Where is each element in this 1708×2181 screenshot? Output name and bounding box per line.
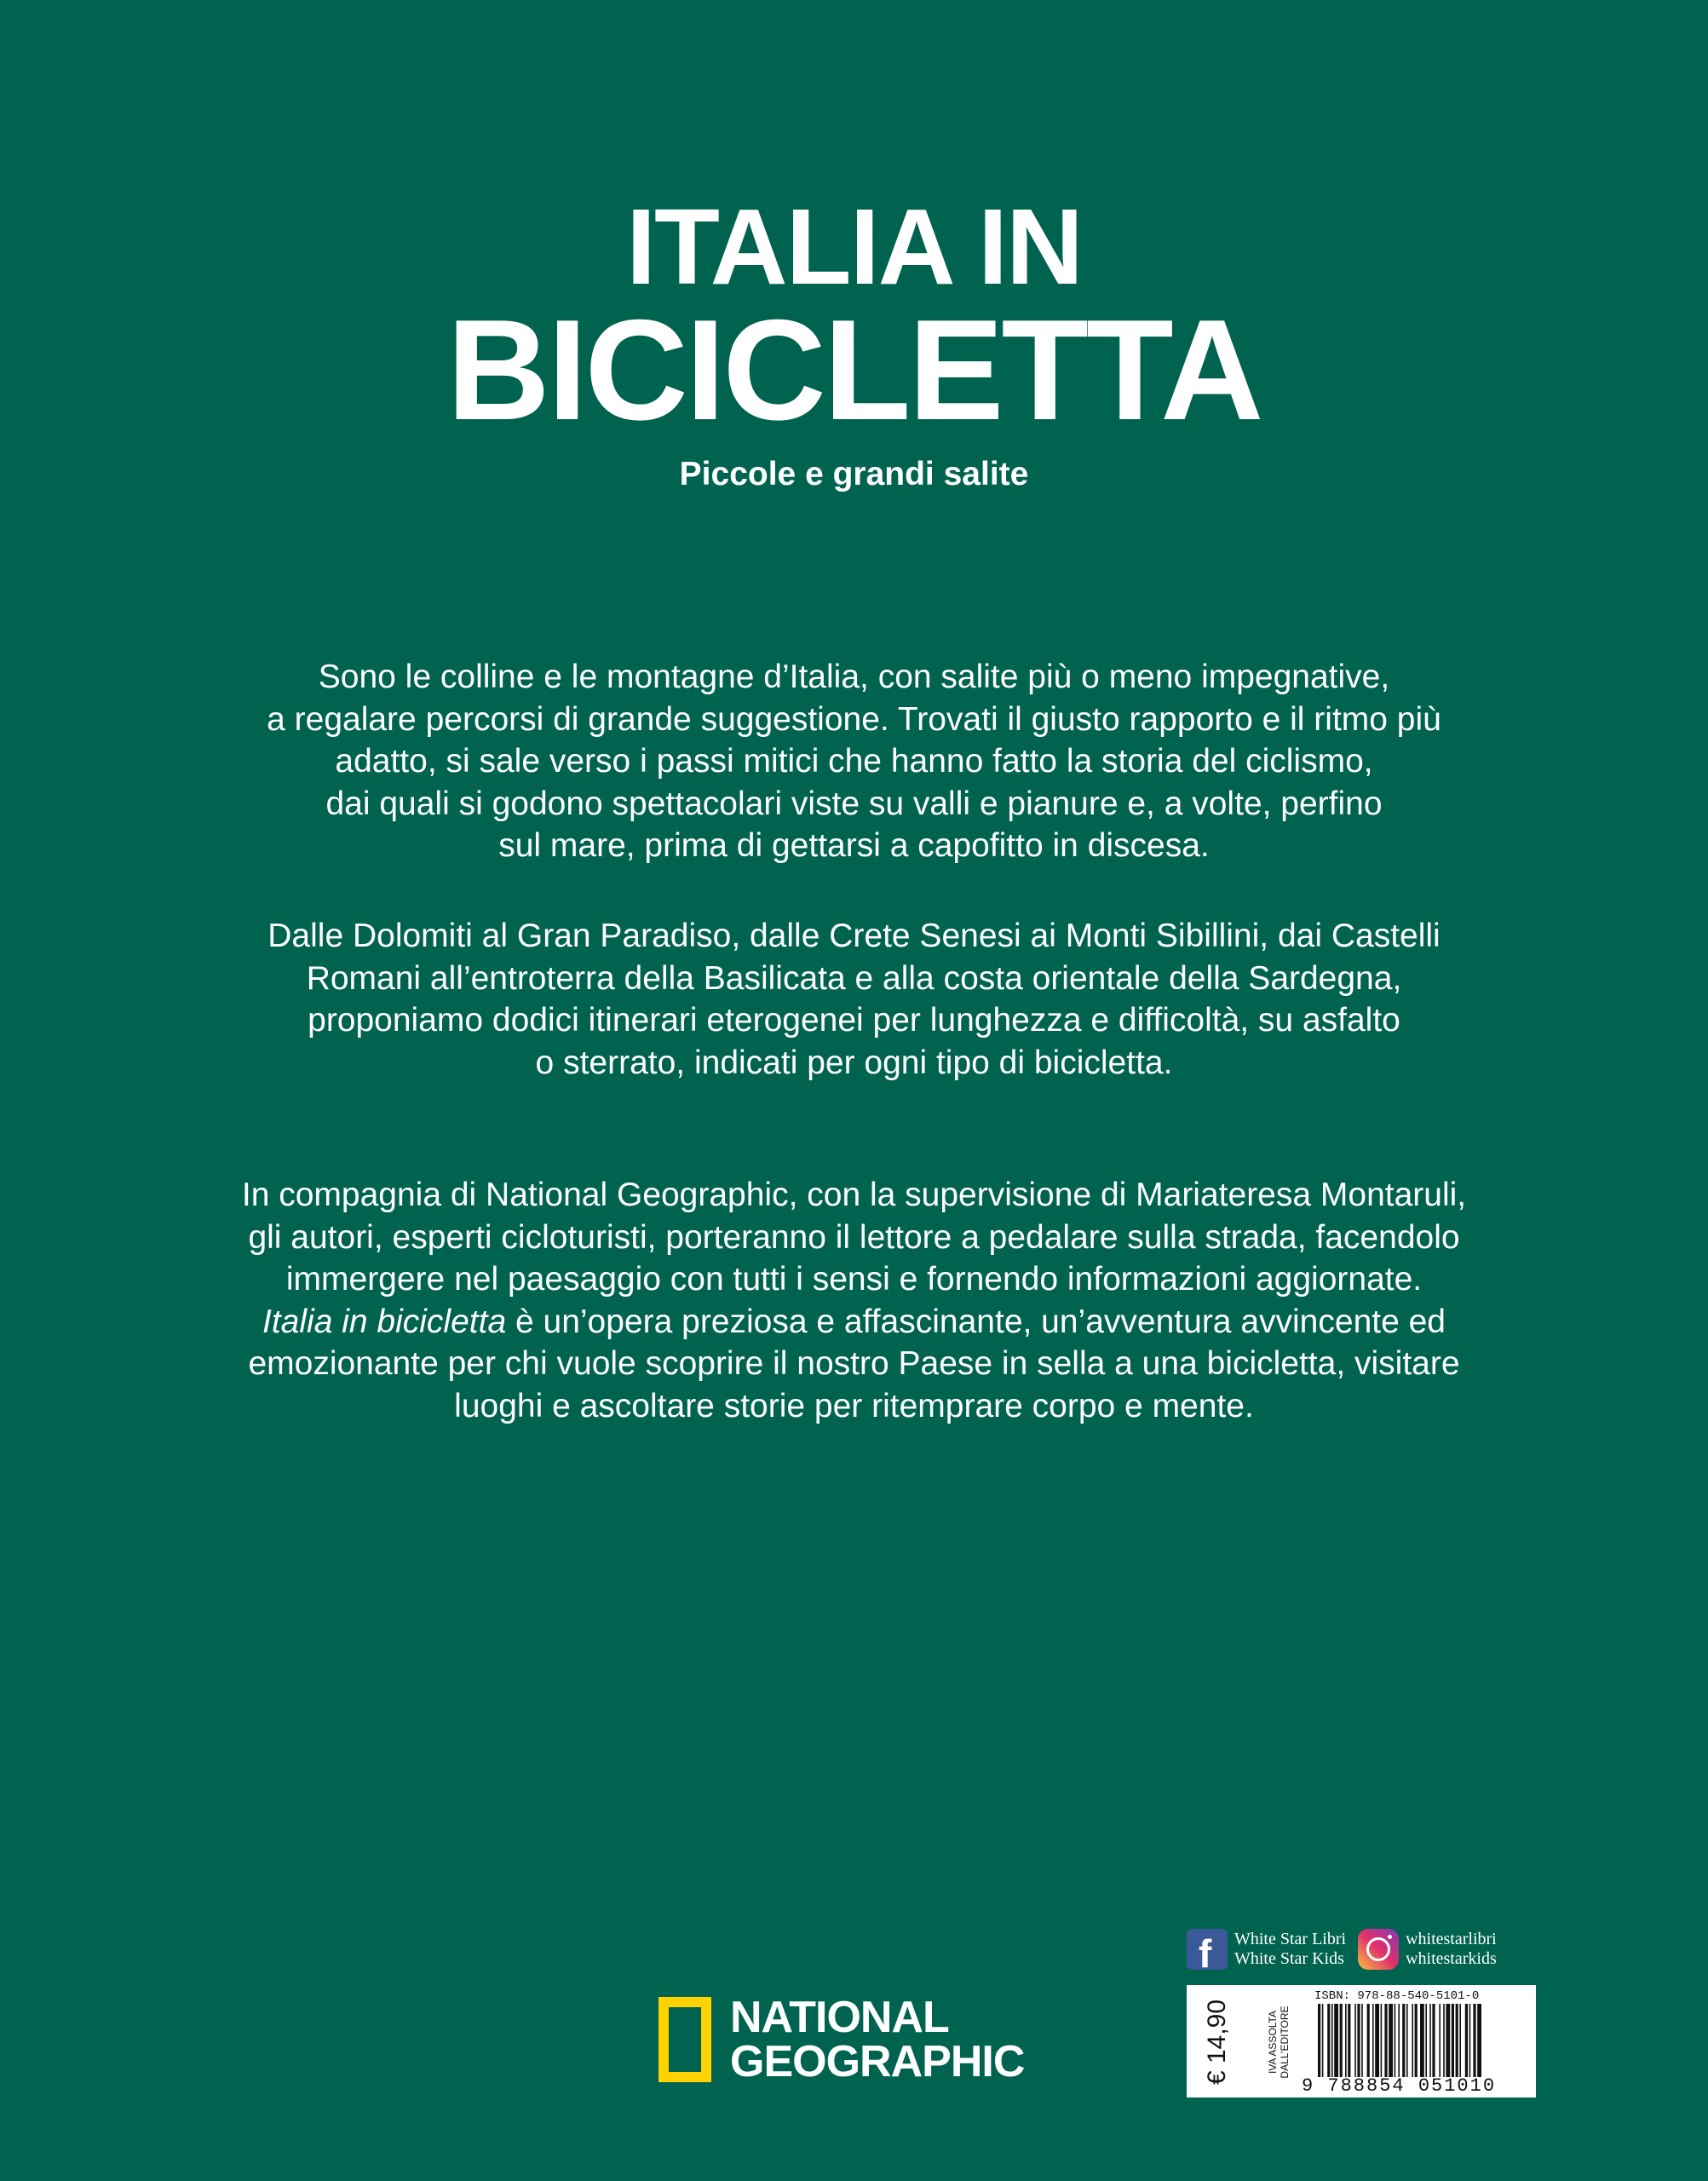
barcode-stripe [1389,2004,1393,2077]
barcode-stripe [1327,2004,1330,2077]
national-geographic-logo [658,1995,1024,2084]
text-line: o sterrato, indicati per ogni tipo di bicicletta. [535,1044,1173,1081]
barcode-stripe [1432,2004,1435,2077]
logo-line-2: GEOGRAPHIC [730,2037,1025,2086]
barcode-stripe [1331,2004,1333,2077]
barcode-stripe [1361,2004,1363,2077]
isbn: ISBN: 978-88-540-5101-0 [1314,1989,1480,2003]
barcode-stripe [1429,2004,1431,2077]
barcode-stripe [1452,2004,1454,2077]
barcode-bars-icon [1316,2004,1529,2077]
barcode-stripe [1354,2004,1356,2077]
text-line [94,1301,1614,1344]
barcode-stripe [1420,2004,1424,2077]
barcode-stripe [1395,2004,1396,2077]
title-line-1: ITALIA IN [626,187,1082,307]
barcode-stripe [1456,2004,1458,2077]
text-line: luoghi e ascoltare storie per ritemprare corpo e mente. [454,1387,1254,1424]
text-line: Sono le colline e le montagne d’Italia, con salite più o meno impegnative, [318,659,1390,695]
barcode-stripe [1345,2004,1347,2077]
description-paragraph-1 [94,656,1614,867]
barcode-stripe [1381,2004,1383,2077]
facebook-page-1: White Star Libri [1234,1930,1347,1948]
instagram-text [1406,1930,1497,1969]
barcode-stripe [1439,2004,1441,2077]
barcode-stripe [1473,2004,1475,2077]
barcode-stripe [1402,2004,1405,2077]
barcode-number: 9 788854 051010 [1302,2075,1497,2097]
price: € 14,90 [1203,1999,1231,2086]
book-title-italic: Italia in bicicletta [262,1303,507,1340]
text-line: emozionante per chi vuole scoprire il nostro Paese in sella a una bicicletta, visitare [248,1345,1460,1382]
text-line: immergere nel paesaggio con tutti i sensi e fornendo informazioni aggiornate. [285,1261,1423,1298]
text-line: gli autori, esperti cicloturisti, porteranno il lettore a pedalare sulla strada, facendolo [248,1218,1460,1256]
barcode-stripe [1459,2004,1461,2077]
barcode-stripe [1425,2004,1427,2077]
iva-note [1267,1991,1291,2093]
text-line: adatto, si sale verso i passi mitici che hanno fatto la storia del ciclismo, [335,743,1373,780]
barcode-stripe [1465,2004,1468,2077]
text-fragment: è un’opera preziosa e affascinante, un’avventura avvincente ed [506,1303,1446,1340]
logo-line-1: NATIONAL [730,1993,949,2042]
instagram-account-1: whitestarlibri [1406,1930,1497,1948]
text-line: Dalle Dolomiti al Gran Paradiso, dalle Crete Senesi ai Monti Sibillini, dai Castelli [267,918,1441,954]
barcode-stripe [1340,2004,1343,2077]
social-links [1187,1927,1538,1971]
description-paragraph-3 [94,1174,1614,1427]
barcode-stripe [1375,2004,1379,2077]
text-line: Romani all’entroterra della Basilicata e alla costa orientale della Sardegna, [306,959,1402,997]
yellow-frame-icon [658,1997,711,2082]
title-line-2: BICICLETTA [446,290,1262,450]
barcode-stripe [1334,2004,1338,2077]
barcode-stripe [1357,2004,1360,2077]
barcode-stripe [1372,2004,1374,2077]
text-line: proponiamo dodici itinerari eterogenei per lunghezza e difficoltà, su asfalto [308,1002,1400,1039]
text-line: sul mare, prima di gettarsi a capofitto in discesa. [498,827,1210,864]
barcode-stripe [1469,2004,1471,2077]
facebook-icon [1187,1929,1228,1970]
title-block [0,187,1708,450]
barcode-stripe [1322,2004,1324,2077]
barcode-stripe [1446,2004,1450,2077]
barcode-stripe [1398,2004,1400,2077]
facebook-text [1234,1930,1346,1969]
barcode-stripe [1415,2004,1418,2077]
iva-line-1: IVA ASSOLTA [1267,2010,1279,2075]
text-line: a regalare percorsi di grande suggestione. Trovati il giusto rapporto e il ritmo più [267,700,1441,738]
instagram-group [1358,1929,1497,1970]
instagram-icon [1358,1929,1399,1970]
description-paragraph-2 [94,915,1614,1084]
barcode-stripe [1384,2004,1387,2077]
barcode-stripe [1367,2004,1370,2077]
barcode-stripe [1348,2004,1350,2077]
barcode-stripe [1477,2004,1481,2077]
text-line: dai quali si godono spettacolari viste su valli e pianure e, a volte, perfino [325,785,1383,822]
facebook-group [1187,1929,1346,1970]
barcode-stripe [1443,2004,1445,2077]
iva-line-2: DALL’EDITORE [1279,2005,1291,2079]
barcode-box [1187,1985,1536,2098]
subtitle: Piccole e grandi salite [679,456,1029,492]
price-column [1187,1985,1314,2098]
text-line: In compagnia di National Geographic, con la supervisione di Mariateresa Montaruli, [241,1177,1467,1213]
barcode-stripe [1412,2004,1413,2077]
barcode-stripe [1318,2004,1320,2077]
barcode-stripe [1406,2004,1408,2077]
logo-text [730,1995,1024,2084]
instagram-account-2: whitestarkids [1406,1949,1497,1968]
facebook-page-2: White Star Kids [1234,1949,1344,1968]
